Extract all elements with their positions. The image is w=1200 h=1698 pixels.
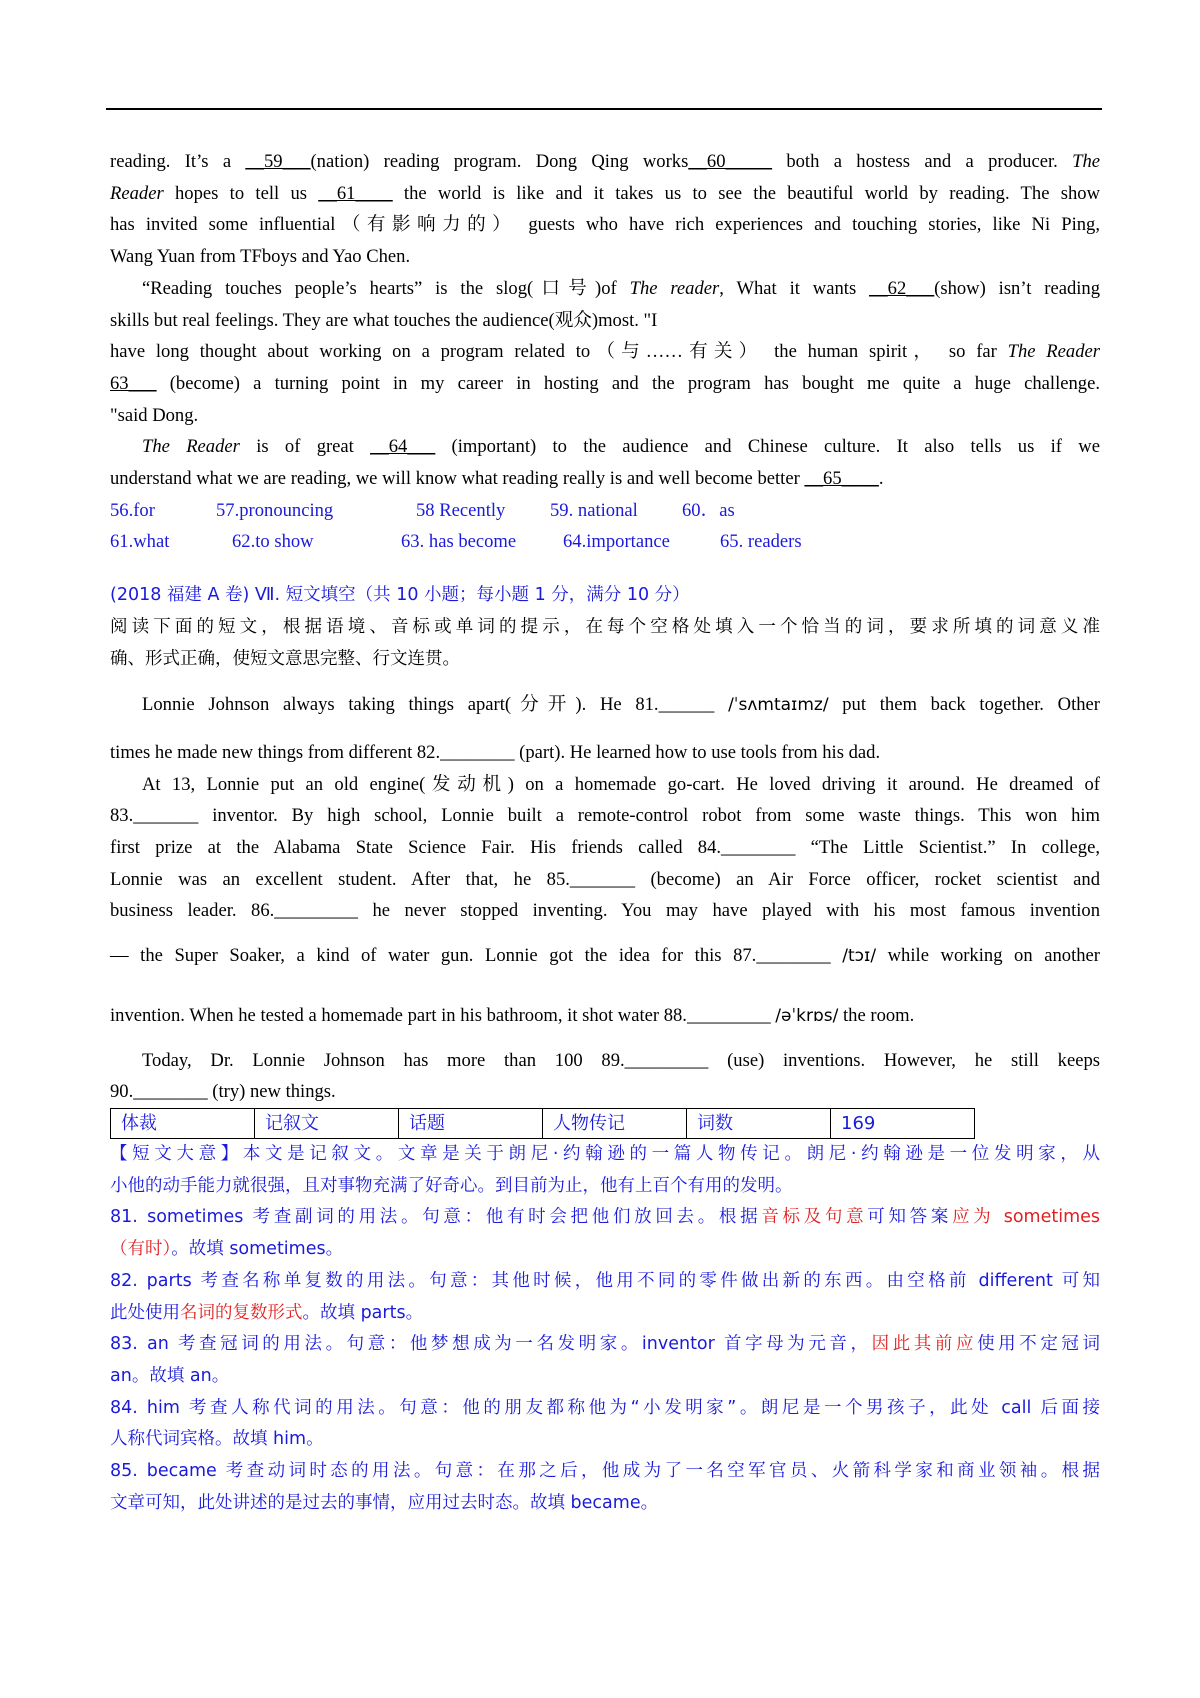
phonetic-88: /əˈkrɒs/ [775, 1005, 839, 1026]
blank-59: __59___ [245, 151, 311, 172]
answer-56: 56.for [110, 499, 155, 521]
meta-topic-label: 话题 [399, 1108, 543, 1138]
p1-line-9: "said Dong. [110, 404, 199, 426]
header-rule [106, 108, 1102, 110]
answer-62: 62.to show [232, 531, 314, 553]
analysis [110, 1139, 1100, 1519]
blank-65: __65____ [804, 468, 879, 490]
p2-line-6: Lonnie was an excellent student. After that, he 85._______ (become) an Air Force officer, rocket scientist and [110, 868, 1100, 890]
summary-line-2: 小他的动手能力就很强，且对事物充满了好奇心。到目前为止，他有上百个有用的发明。 [110, 1175, 793, 1196]
p1-line-8: 63___ (become) a turning point in my career in hosting and the program has bought me quite a huge challenge. [110, 372, 1100, 394]
p2-line-3: At 13, Lonnie put an old engine(发动机) on a homemade go-cart. He loved driving it around. He dreamed of [142, 773, 1100, 795]
summary-line-1: 【短文大意】本文是记叙文。文章是关于朗尼·约翰逊的一篇人物传记。朗尼·约翰逊是一位发明家，从 [110, 1143, 1100, 1164]
p2-line-9: invention. When he tested a homemade part in his bathroom, it shot water 88._________ /əˈkrɒs/ the room. [110, 1004, 915, 1026]
section-gap [110, 558, 1100, 580]
meta-table-row [111, 1108, 975, 1138]
analysis-85-line-1: 85. became 考查动词时态的用法。句意：在那之后，他成为了一名空军官员、火箭科学家和商业领袖。根据 [110, 1461, 1100, 1482]
meta-table [110, 1108, 975, 1139]
passage-2 [110, 689, 1100, 1108]
analysis-83-line-1: 83. an 考查冠词的用法。句意：他梦想成为一名发明家。inventor 首字母为元音，因此其前应使用不定冠词 [110, 1334, 1101, 1355]
answer-59: 59. national [550, 499, 638, 521]
blank-63: 63___ [110, 372, 157, 394]
p1-line-11: understand what we are reading, we will know what reading really is and well become better __65____. [110, 468, 884, 490]
blank-61: __61____ [318, 182, 393, 204]
passage-1 [110, 146, 1100, 495]
p2-line-7: business leader. 86._________ he never stopped inventing. You may have played with his most famous invention [110, 900, 1100, 922]
meta-genre-value: 记叙文 [255, 1108, 399, 1138]
p1-line-3: has invited some influential（有影响力的） guests who have rich experiences and touching stories, like Ni Ping, [110, 214, 1100, 236]
answer-key-row-2 [110, 526, 1100, 558]
meta-topic-value: 人物传记 [543, 1108, 687, 1138]
p2-line-2: times he made new things from different 82.________ (part). He learned how to use tools from his dad. [110, 741, 881, 763]
blank-60: __60_____ [688, 151, 772, 172]
analysis-83-line-2: an。故填 an。 [110, 1365, 230, 1386]
meta-wordcount-label: 词数 [687, 1108, 831, 1138]
answer-58: 58 Recently [416, 499, 506, 521]
analysis-84-line-2: 人称代词宾格。故填 him。 [110, 1429, 324, 1450]
p1-line-2: Reader hopes to tell us __61____ the world is like and it takes us to see the beautiful world by reading. The show [110, 182, 1100, 204]
analysis-82-line-2: 此处使用名词的复数形式。故填 parts。 [110, 1302, 424, 1323]
blank-62: __62___ [869, 277, 935, 299]
p2-line-1: Lonnie Johnson always taking things apart(分开). He 81.______ /ˈsʌmtaɪmz/ put them back together. Other [142, 694, 1100, 716]
p1-line-10: The Reader is of great __64___ (important) to the audience and Chinese culture. It also tells us if we [142, 436, 1100, 458]
section-2 [110, 580, 1100, 675]
instructions-line-1: 阅读下面的短文，根据语境、音标或单词的提示，在每个空格处填入一个恰当的词，要求所填的词意义准 [110, 616, 1100, 637]
answer-key-row-1 [110, 495, 1100, 527]
answer-61: 61.what [110, 531, 170, 553]
p2-line-8: — the Super Soaker, a kind of water gun. Lonnie got the idea for this 87.________ /tɔɪ/ while working on another [110, 945, 1100, 967]
answer-60: 60．as [682, 499, 735, 521]
analysis-81-line-1: 81. sometimes 考查副词的用法。句意：他有时会把他们放回去。根据音标及句意可知答案应为 sometimes [110, 1207, 1101, 1228]
phonetic-81: /ˈsʌmtaɪmz/ [728, 695, 829, 716]
document-page [110, 146, 1100, 1519]
phonetic-87: /tɔɪ/ [842, 946, 877, 967]
p1-line-1: reading. It’s a __59___(nation) reading program. Dong Qing works__60_____ both a hostess and a producer. The [110, 151, 1100, 172]
answer-65: 65. readers [720, 531, 802, 553]
analysis-81-line-2: （有时）。故填 sometimes。 [110, 1239, 344, 1260]
analysis-84-line-1: 84. him 考查人称代词的用法。句意：他的朋友都称他为“小发明家”。朗尼是一个男孩子，此处 call 后面接 [110, 1397, 1100, 1418]
p2-line-4: 83._______ inventor. By high school, Lonnie built a remote-control robot from some waste things. This won him [110, 805, 1100, 827]
answer-64: 64.importance [563, 531, 670, 553]
analysis-85-line-2: 文章可知，此处讲述的是过去的事情，应用过去时态。故填 became。 [110, 1492, 659, 1513]
answer-57: 57.pronouncing [216, 499, 334, 521]
answer-63: 63. has become [401, 531, 517, 553]
p2-line-5: first prize at the Alabama State Science Fair. His friends called 84.________ “The Little Scientist.” In college, [110, 837, 1100, 859]
p1-line-6: skills but real feelings. They are what touches the audience(观众)most. "I [110, 309, 658, 331]
p2-line-10: Today, Dr. Lonnie Johnson has more than 100 89._________ (use) inventions. However, he still keeps [142, 1049, 1100, 1071]
p1-line-4: Wang Yuan from TFboys and Yao Chen. [110, 246, 411, 268]
section-heading: (2018 福建 A 卷) Ⅶ. 短文填空（共 10 小题；每小题 1 分，满分 10 分） [110, 585, 690, 606]
analysis-82-line-1: 82. parts 考查名称单复数的用法。句意：其他时候，他用不同的零件做出新的东西。由空格前 different 可知 [110, 1270, 1100, 1291]
p2-line-11: 90.________ (try) new things. [110, 1081, 336, 1103]
blank-64: __64___ [370, 436, 436, 458]
meta-wordcount-value: 169 [831, 1108, 975, 1138]
meta-genre-label: 体裁 [111, 1108, 255, 1138]
spacer [110, 675, 1100, 689]
p1-line-7: have long thought about working on a program related to（与……有关） the human spirit， so far The Reader [110, 341, 1100, 363]
instructions-line-2: 确、形式正确，使短文意思完整、行文连贯。 [110, 648, 460, 669]
p1-line-5: “Reading touches people’s hearts” is the slog(口号)of The reader, What it wants __62___(show) isn’t reading [142, 277, 1101, 299]
